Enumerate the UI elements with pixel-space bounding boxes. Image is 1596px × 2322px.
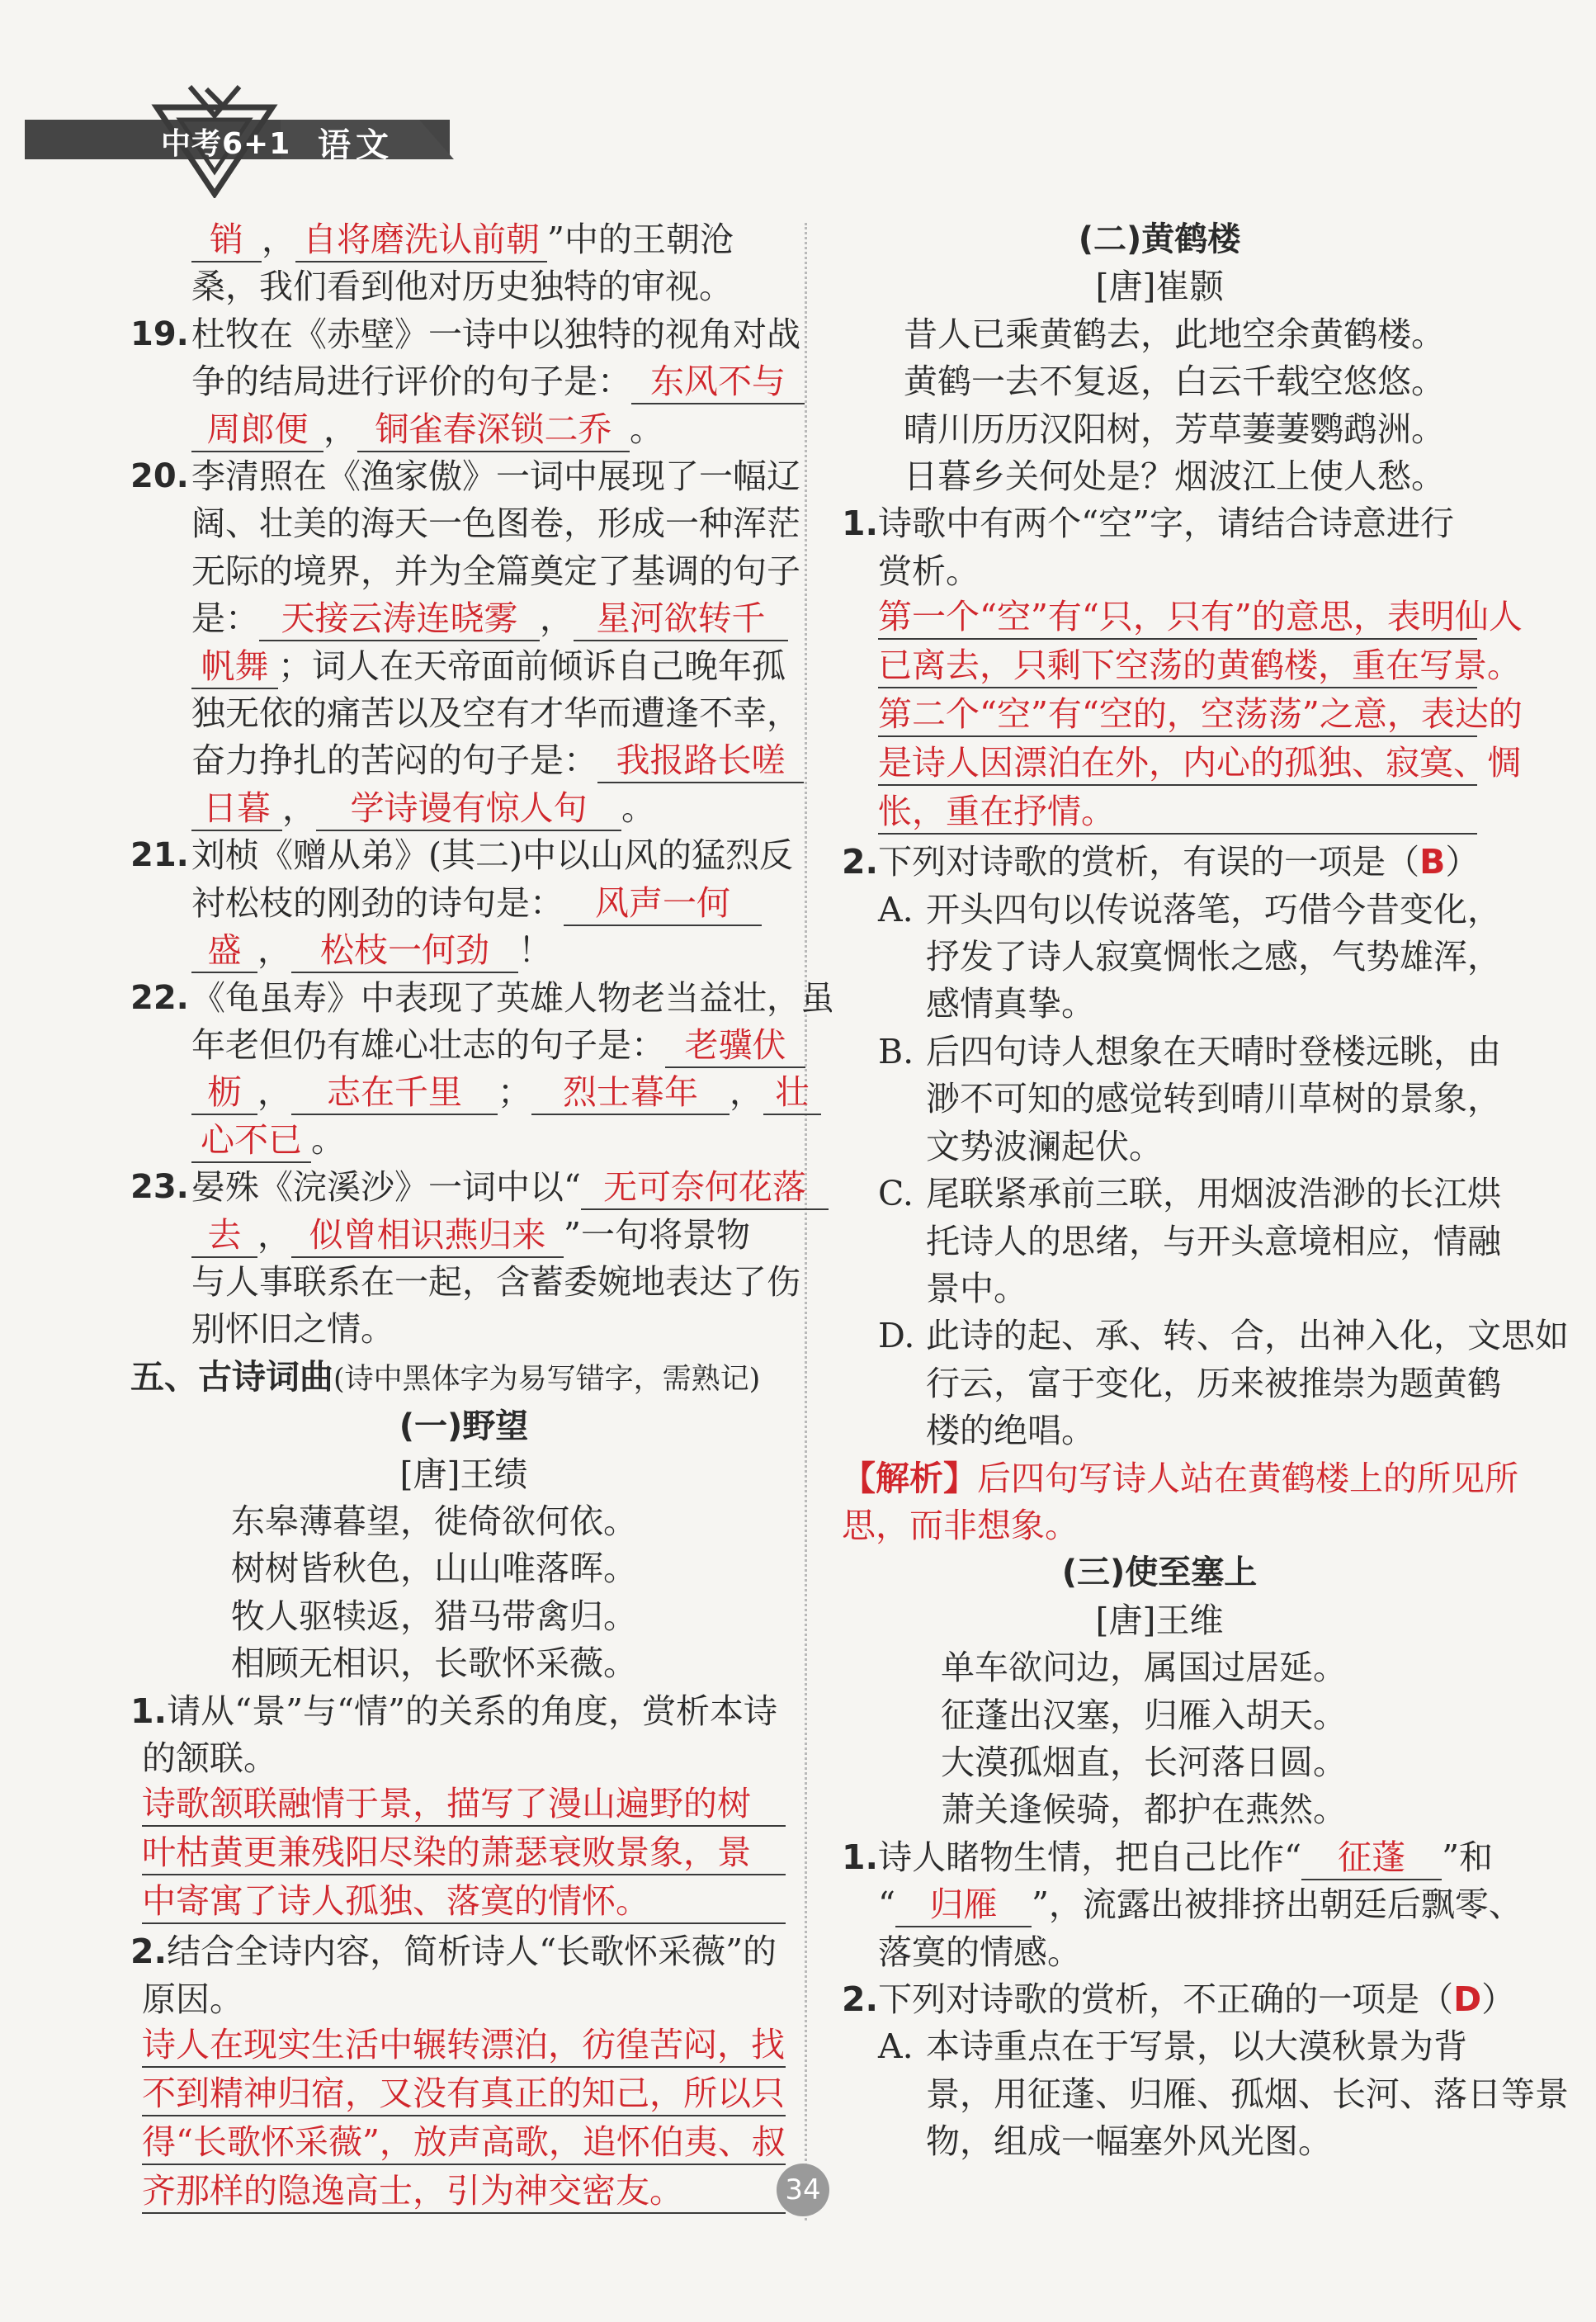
right-column [842, 216, 1569, 2166]
question-text: 独无依的痛苦以及空有才华而遭逢不幸， [191, 693, 800, 734]
question-number: 22. [130, 978, 189, 1017]
analysis-note: 【解析】后四句写诗人站在黄鹤楼上的所见所 思，而非想象。 [842, 1458, 1518, 1545]
poem-line: 相顾无相识，长歌怀采薇。 [231, 1643, 637, 1684]
option-c: C. 尾联紧承前三联，用烟波浩渺的长江烘 托诗人的思绪，与开头意境相应，情融 景中。 [878, 1174, 1501, 1308]
poem-line: 东皋薄暮望，徙倚欲何依。 [231, 1501, 637, 1541]
question-text: ；词人在天帝面前倾诉自己晚年孤 [278, 646, 786, 686]
option-a: A. 本诗重点在于写景，以大漠秋景为背 景，用征蓬、归雁、孤烟、长河、落日等景 物，组成一幅塞外风光图。 [878, 2026, 1569, 2162]
poem2-question-2: 2.下列对诗歌的赏析，有误的一项是（B） A. 开头四句以传说落笔，巧借今昔变化， 抒发了诗人寂寞惆怅之感，气势雄浑， 感情真挚。 B. 后四句诗人想象在天晴时登楼远眺，由 渺不可知的感觉转到晴川草树的景象， 文势波澜起伏。 C. 尾联紧承前三联，用烟波浩渺的长江烘 托诗人的思绪，与开头意境相应，情融 景中。 D. 此诗的起、承、转、合，出神入化，文思如 行云，富于变化，历来被推崇为题黄鹤 楼的绝唱。 【解析】后四句写诗人站在黄鹤楼上的所见所 思，而非想象。 [842, 839, 1477, 1549]
question-text: 与人事联系在一起，含蓄委婉地表达了伤 [191, 1261, 800, 1302]
poem3-question-2: 2.下列对诗歌的赏析，不正确的一项是（D） A. 本诗重点在于写景，以大漠秋景为背 景，用征蓬、归雁、孤烟、长河、落日等景 物，组成一幅塞外风光图。 [842, 1976, 1477, 2166]
poem-title: (二)黄鹤楼 [1078, 220, 1241, 258]
answer-blank: 自将磨洗认前朝 [295, 218, 547, 262]
answer-blank: 心不已 [191, 1118, 311, 1163]
answer-block: 诗歌颔联融情于景，描写了漫山遍野的树 叶枯黄更兼残阳尽染的萧瑟衰败景象，景 中寄寓了诗人孤独、落寞的情怀。 [142, 1782, 786, 1924]
question-text: 赏析。 [878, 551, 980, 591]
answer-blank: 无可奈何花落 [581, 1166, 829, 1210]
answer-blank: 松枝一何劲 [291, 929, 518, 973]
question-text: 别怀旧之情。 [191, 1309, 394, 1350]
question-number: 20. [130, 457, 189, 496]
answer-block: 第一个“空”有“只，只有”的意思，表明仙人 已离去，只剩下空荡的黄鹤楼，重在写景。 第二个“空”有“空的，空荡荡”之意，表达的 是诗人因漂泊在外，内心的孤独、寂寞、惆 怅，重在抒情。 [842, 595, 1477, 835]
question-21: 21. 刘桢《赠从弟》(其二)中以山风的猛烈反 衬松枝的刚劲的诗句是： 风声一何 盛 ， 松枝一何劲 ！ [142, 832, 786, 974]
answer-blank: 去 [191, 1213, 257, 1258]
poem-line: 单车欲问边，属国过居延。 [941, 1648, 1347, 1688]
question-text: 落寞的情感。 [878, 1932, 1081, 1972]
answer-blank: 似曾相识燕归来 [291, 1213, 564, 1258]
question-text: 年老但仍有雄心壮志的句子是： [191, 1024, 665, 1065]
question-text: 原因。 [142, 1979, 243, 2019]
poem-line: 牧人驱犊返，猎马带禽归。 [231, 1596, 637, 1636]
answer-blank: 志在千里 [291, 1071, 498, 1115]
question-number: 21. [130, 836, 189, 875]
answer-blank: 天接云涛连晓雾 [259, 597, 540, 641]
question-text: 《龟虽寿》中表现了英雄人物老当益壮，虽 [191, 977, 834, 1018]
question-text: 是： [191, 598, 259, 639]
poem-line: 大漠孤烟直，长河落日圆。 [941, 1742, 1347, 1782]
answer-blank: 征蓬 [1301, 1836, 1442, 1880]
option-b: B. 后四句诗人想象在天晴时登楼远眺，由 渺不可知的感觉转到晴川草树的景象， 文势波澜起伏。 [878, 1031, 1501, 1166]
answer-choice: B [1419, 842, 1446, 882]
question-number: 23. [130, 1168, 189, 1207]
answer-blank: 日暮 [191, 787, 282, 831]
poem-author: [唐]崔颢 [1095, 267, 1224, 307]
option-d: D. 此诗的起、承、转、合，出神入化，文思如 行云，富于变化，历来被推崇为题黄鹤 楼的绝唱。 [878, 1316, 1569, 1451]
answer-choice: D [1453, 1979, 1482, 2019]
question-text: 奋力挣扎的苦闷的句子是： [191, 740, 597, 781]
answer-blank: 壮 [763, 1071, 821, 1115]
poem-title: (三)使至塞上 [1061, 1554, 1258, 1592]
answer-blank: 枥 [191, 1071, 257, 1115]
question-text: 的颔联。 [142, 1738, 277, 1778]
question-text: 杜牧在《赤壁》一诗中以独特的视角对战 [191, 314, 800, 354]
question-text: 晏殊《浣溪沙》一词中以“ [191, 1167, 581, 1208]
poem2-question-1: 1.诗歌中有两个“空”字，请结合诗意进行 赏析。 第一个“空”有“只，只有”的意思，表明仙人 已离去，只剩下空荡的黄鹤楼，重在写景。 第二个“空”有“空的，空荡荡”之意，表达的 是诗人因漂泊在外，内心的孤独、寂寞、惆 怅，重在抒情。 [842, 500, 1477, 835]
question-text: 桑，我们看到他对历史独特的审视。 [191, 267, 733, 307]
answer-blank: 铜雀春深锁二乔 [357, 408, 630, 452]
poem-author: [唐]王维 [1095, 1600, 1224, 1640]
poem-line: 黄鹤一去不复返，白云千载空悠悠。 [904, 362, 1445, 402]
poem-line: 日暮乡关何处是？烟波江上使人愁。 [904, 456, 1445, 497]
answer-blank: 老骥伏 [665, 1024, 805, 1068]
question-22: 22. 《龟虽寿》中表现了英雄人物老当益壮，虽 年老但仍有雄心壮志的句子是： 老骥伏 枥 ， 志在千里 ； 烈士暮年 ， 壮 心不已 。 [142, 975, 786, 1165]
answer-blank: 我报路长嗟 [597, 739, 804, 783]
option-a: A. 开头四句以传说落笔，巧借今昔变化， 抒发了诗人寂寞惆怅之感，气势雄浑， 感情真挚。 [878, 889, 1501, 1024]
answer-blank: 周郎便 [191, 408, 323, 452]
poem-body [842, 1644, 1477, 1834]
question-18-continued: 销 ， 自将磨洗认前朝 ”中的王朝沧 桑，我们看到他对历史独特的审视。 [142, 216, 786, 311]
answer-blank: 学诗谩有惊人句 [316, 787, 621, 831]
question-text: ”一句将景物 [564, 1214, 750, 1255]
question-number: 19. [130, 314, 189, 353]
question-text: 争的结局进行评价的句子是： [191, 362, 631, 402]
question-text: 衬松枝的刚劲的诗句是： [191, 882, 564, 923]
poem-line: 树树皆秋色，山山唯落晖。 [231, 1549, 637, 1589]
poem1-question-2: 2.结合全诗内容，简析诗人“长歌怀采薇”的 原因。 诗人在现实生活中辗转漂泊，彷徨苦闷，找 不到精神归宿，又没有真正的知己，所以只 得“长歌怀采薇”，放声高歌，追怀伯夷、叔 齐那样的隐逸高士，引为神交密友。 [142, 1928, 786, 2214]
poem-body [142, 1498, 786, 1688]
poem1-question-1: 1.请从“景”与“情”的关系的角度，赏析本诗 的颔联。 诗歌颔联融情于景，描写了漫山遍野的树 叶枯黄更兼残阳尽染的萧瑟衰败景象，景 中寄寓了诗人孤独、落寞的情怀。 [142, 1688, 786, 1925]
answer-blank: 销 [191, 218, 262, 262]
question-19: 19. 杜牧在《赤壁》一诗中以独特的视角对战 争的结局进行评价的句子是： 东风不与 周郎便 ， 铜雀春深锁二乔 。 [142, 311, 786, 453]
poem-line: 昔人已乘黄鹤去，此地空余黄鹤楼。 [904, 314, 1445, 354]
answer-block: 诗人在现实生活中辗转漂泊，彷徨苦闷，找 不到精神归宿，又没有真正的知己，所以只 得“长歌怀采薇”，放声高歌，追怀伯夷、叔 齐那样的隐逸高士，引为神交密友。 [142, 2023, 786, 2214]
answer-blank: 烈士暮年 [531, 1071, 730, 1115]
question-text: 无际的境界，并为全篇奠定了基调的句子 [191, 551, 800, 591]
poem3-question-1: 1.诗人睹物生情，把自己比作“ 征蓬 ”和 “ 归雁 ”，流露出被排挤出朝廷后飘零、 落寞的情感。 [842, 1834, 1477, 1976]
question-text: 阔、壮美的海天一色图卷，形成一种浑茫 [191, 504, 800, 544]
poem-line: 晴川历历汉阳树，芳草萋萋鹦鹉洲。 [904, 409, 1445, 449]
question-text: 李清照在《渔家傲》一词中展现了一幅辽 [191, 456, 800, 497]
poem-body [842, 311, 1477, 501]
answer-blank: 帆舞 [191, 645, 278, 689]
subject-label: 语文 [318, 125, 394, 164]
poem-author: [唐]王绩 [399, 1454, 528, 1494]
answer-blank: 盛 [191, 929, 257, 973]
question-text: 刘桢《赠从弟》(其二)中以山风的猛烈反 [191, 835, 793, 876]
question-23: 23. 晏殊《浣溪沙》一词中以“ 无可奈何花落 去 ， 似曾相识燕归来 ”一句将景物 与人事联系在一起，含蓄委婉地表达了伤 别怀旧之情。 [142, 1164, 786, 1354]
section-heading: 五、古诗词曲(诗中黑体字为易写错字，需熟记) [130, 1356, 761, 1397]
question-20: 20. 李清照在《渔家傲》一词中展现了一幅辽 阔、壮美的海天一色图卷，形成一种浑茫 无际的境界，并为全篇奠定了基调的句子 是： 天接云涛连晓雾 ， 星河欲转千 帆舞 ；词人在天帝面前倾诉自己晚年孤 独无依的痛苦以及空有才华而遭逢不幸， 奋力挣扎的苦闷的句子是： 我报路长嗟 日暮 ， 学诗谩有惊人句 。 [142, 453, 786, 832]
page-number: 34 [777, 2164, 829, 2216]
poem-title: (一)野望 [399, 1407, 529, 1446]
question-text: ”中的王朝沧 [547, 220, 734, 259]
poem-line: 萧关逢候骑，都护在燕然。 [941, 1790, 1347, 1830]
logo-text: 中考6+1 [161, 127, 291, 161]
answer-blank: 风声一何 [564, 882, 762, 926]
answer-blank: 东风不与 [631, 360, 805, 404]
poem-line: 征蓬出汉塞，归雁入胡天。 [941, 1695, 1347, 1735]
column-divider [805, 223, 807, 2220]
answer-blank: 星河欲转千 [574, 597, 788, 641]
answer-blank: 归雁 [895, 1883, 1032, 1927]
